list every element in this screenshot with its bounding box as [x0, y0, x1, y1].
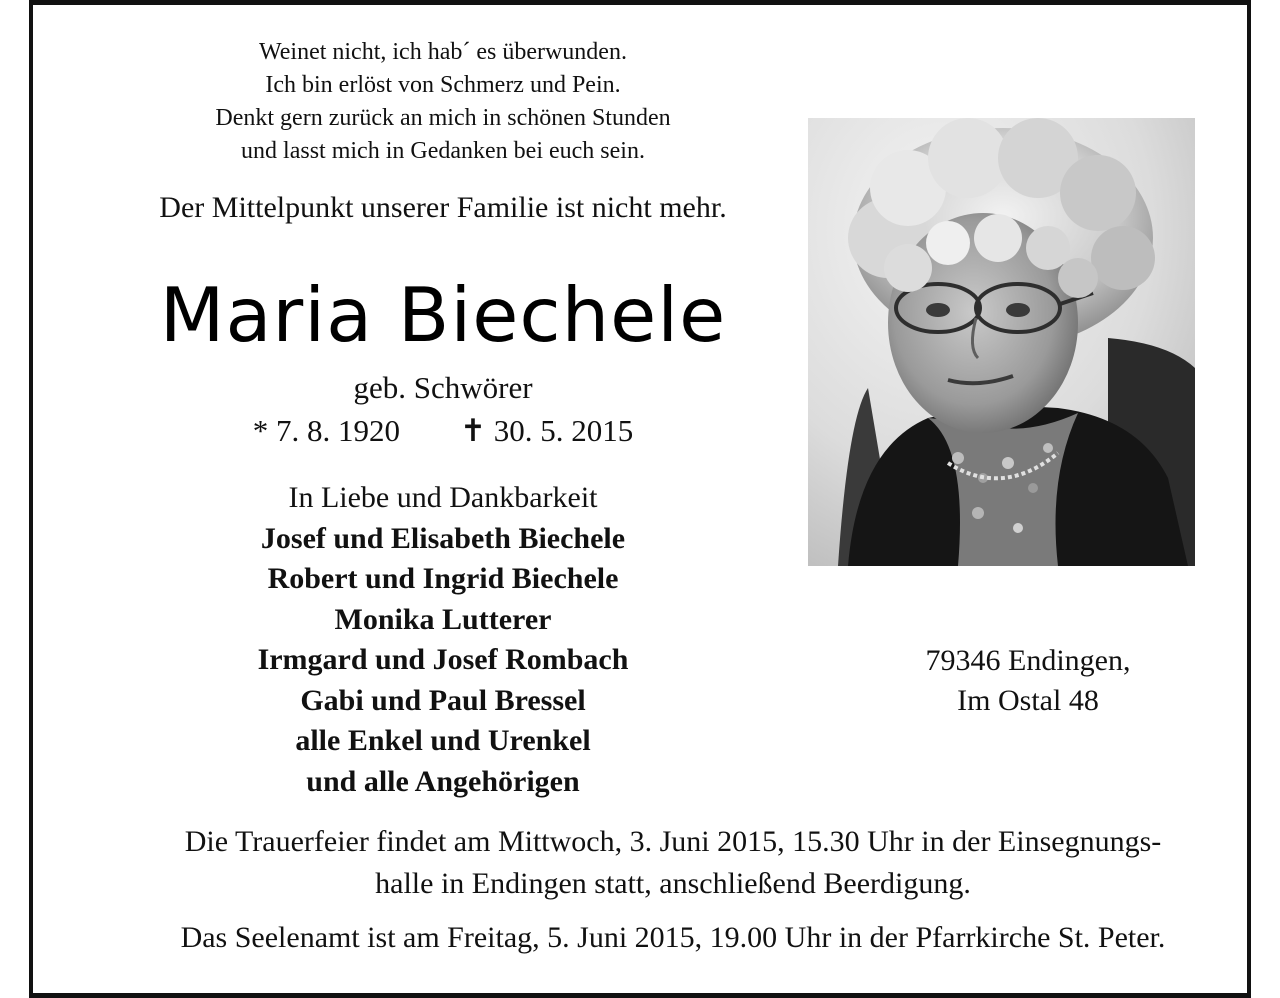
portrait-illustration	[808, 118, 1195, 566]
service-line: halle in Endingen statt, anschließend Beerdigung.	[375, 867, 971, 900]
mourners-lead: In Liebe und Dankbarkeit	[288, 481, 598, 514]
death-date: ✝ 30. 5. 2015	[460, 413, 634, 448]
poem-line: Denkt gern zurück an mich in schönen Stunden	[215, 105, 671, 131]
birth-date: * 7. 8. 1920	[252, 413, 400, 448]
life-dates	[143, 410, 743, 452]
mourner-name: Irmgard und Josef Rombach	[257, 643, 629, 676]
mourners-list	[143, 478, 743, 802]
intro-sentence: Der Mittelpunkt unserer Familie ist nicht mehr.	[159, 191, 727, 224]
address-line: 79346 Endingen,	[925, 644, 1131, 677]
service-line: Die Trauerfeier findet am Mittwoch, 3. Juni 2015, 15.30 Uhr in der Einsegnungs-	[184, 825, 1162, 858]
maiden-name: geb. Schwörer	[353, 370, 533, 405]
poem-line: und lasst mich in Gedanken bei euch sein.	[241, 138, 645, 164]
address	[843, 641, 1213, 721]
mourner-name: und alle Angehörigen	[306, 764, 580, 798]
poem-line: Ich bin erlöst von Schmerz und Pein.	[265, 72, 621, 98]
mourner-name: Monika Lutterer	[334, 602, 552, 636]
mourner-name: Josef und Elisabeth Biechele	[260, 521, 626, 555]
poem-line: Weinet nicht, ich hab´ es überwunden.	[259, 39, 627, 65]
address-line: Im Ostal 48	[957, 684, 1099, 717]
mourner-name: Gabi und Paul Bressel	[300, 683, 586, 717]
mourner-name: Robert und Ingrid Biechele	[267, 562, 619, 595]
deceased-name: Maria Biechele	[159, 271, 727, 359]
poem	[183, 36, 703, 168]
requiem-notice: Das Seelenamt ist am Freitag, 5. Juni 2015, 19.00 Uhr in der Pfarrkirche St. Peter.	[180, 921, 1166, 954]
portrait-photo	[808, 118, 1195, 566]
funeral-service-notice	[83, 821, 1263, 905]
mourner-name: alle Enkel und Urenkel	[295, 724, 591, 757]
